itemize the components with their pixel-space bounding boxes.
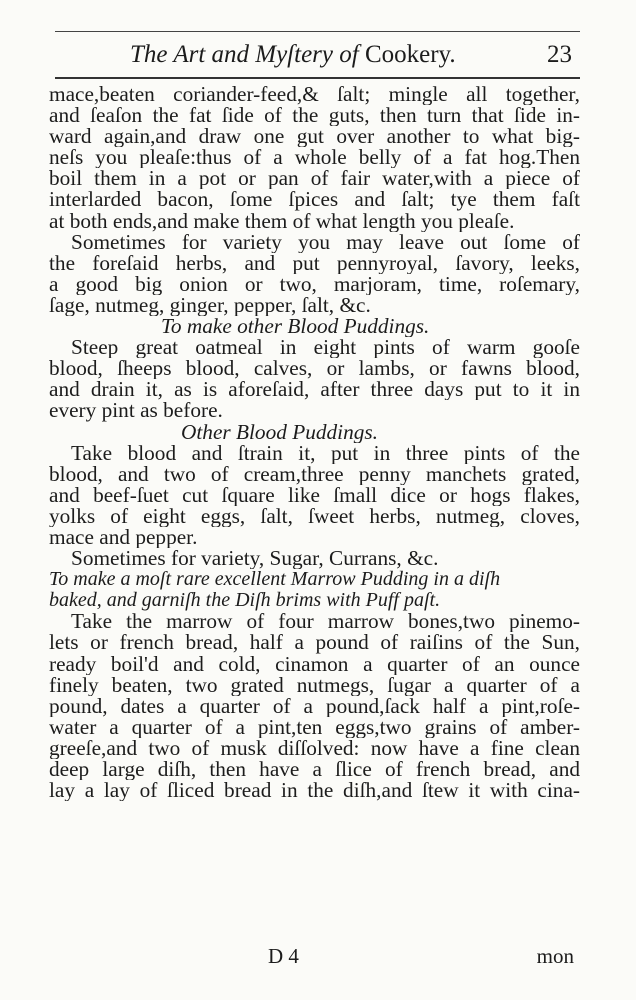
text-line: boil them in a pot or pan of fair water,with a piece of [49, 168, 580, 190]
text-line: yolks of eight eggs, ſalt, ſweet herbs, nutmeg, cloves, [49, 505, 580, 527]
text-line: and ſeaſon the fat ſide of the guts, then turn that ſide in- [49, 105, 580, 127]
page-footer [0, 944, 636, 974]
catchword: mon [536, 944, 574, 968]
page-number: 23 [547, 41, 572, 68]
text-line: pound, dates a quarter of a pound,ſack half a pint,roſe- [49, 695, 580, 717]
text-line: mace,beaten coriander-feed,& ſalt; mingle all together, [49, 84, 580, 106]
text-line: and drain it, as is aforeſaid, after three days put to it in [49, 379, 580, 401]
signature-mark: D 4 [268, 944, 299, 968]
body-text [49, 84, 580, 801]
running-head [55, 37, 580, 73]
text-line: the foreſaid herbs, and put pennyroyal, ſavory, leeks, [49, 252, 580, 274]
text-line: blood, and two of cream,three penny manchets grated, [49, 463, 580, 485]
text-line: blood, ſheeps blood, calves, or lambs, or fawns blood, [49, 358, 580, 380]
running-title-pre: The [130, 41, 174, 68]
top-rule [55, 31, 580, 32]
text-line: greeſe,and two of musk diſſolved: now have a fine clean [49, 737, 580, 759]
text-line: ſage, nutmeg, ginger, pepper, ſalt, &c. [49, 294, 371, 317]
running-title-italic: Art and Myſtery of [173, 41, 365, 68]
recipe-heading: baked, and garniſh the Diſh brims with Puff paſt. [49, 590, 441, 612]
text-line: Take the marrow of four marrow bones,two pinemo- [71, 611, 580, 633]
text-line: water a quarter of a pint,ten eggs,two grains of amber- [49, 716, 580, 738]
text-line: every pint as before. [49, 400, 223, 422]
text-line: ready boil'd and cold, cinamon a quarter of an ounce [49, 653, 580, 675]
text-line: ward again,and draw one gut over another to what big- [49, 126, 580, 148]
recipe-heading: Other Blood Puddings. [181, 421, 378, 443]
text-line: interlarded bacon, ſome ſpices and ſalt; tye them faſt [49, 189, 580, 211]
text-line: a good big onion or two, marjoram, time, roſemary, [49, 273, 580, 295]
text-line: Steep great oatmeal in eight pints of warm gooſe [71, 337, 580, 359]
text-line: deep large diſh, then have a ſlice of french bread, and [49, 759, 580, 781]
header-rule [55, 77, 580, 79]
running-title [130, 37, 456, 73]
text-line: lay a lay of ſliced bread in the diſh,and ſtew it with cina- [49, 780, 580, 802]
text-line: Sometimes for variety you may leave out ſome of [71, 231, 580, 253]
text-line: neſs you pleaſe:thus of a whole belly of a fat hog.Then [49, 147, 580, 169]
text-line: mace and pepper. [49, 526, 198, 549]
recipe-heading: To make a moſt rare excellent Marrow Pudding in a diſh [49, 569, 501, 591]
text-line: finely beaten, two grated nutmegs, ſugar a quarter of a [49, 674, 580, 696]
text-line: Take blood and ſtrain it, put in three pints of the [71, 442, 580, 464]
text-line: at both ends,and make them of what length you pleaſe. [49, 210, 515, 232]
text-line: and beef-ſuet cut ſquare like ſmall dice or hogs flakes, [49, 484, 580, 506]
running-title-roman: Cookery. [364, 41, 456, 68]
text-line: lets or french bread, half a pound of raiſins of the Sun, [49, 632, 580, 654]
text-line: Sometimes for variety, Sugar, Currans, &c. [71, 548, 439, 570]
recipe-heading: To make other Blood Puddings. [161, 316, 430, 338]
